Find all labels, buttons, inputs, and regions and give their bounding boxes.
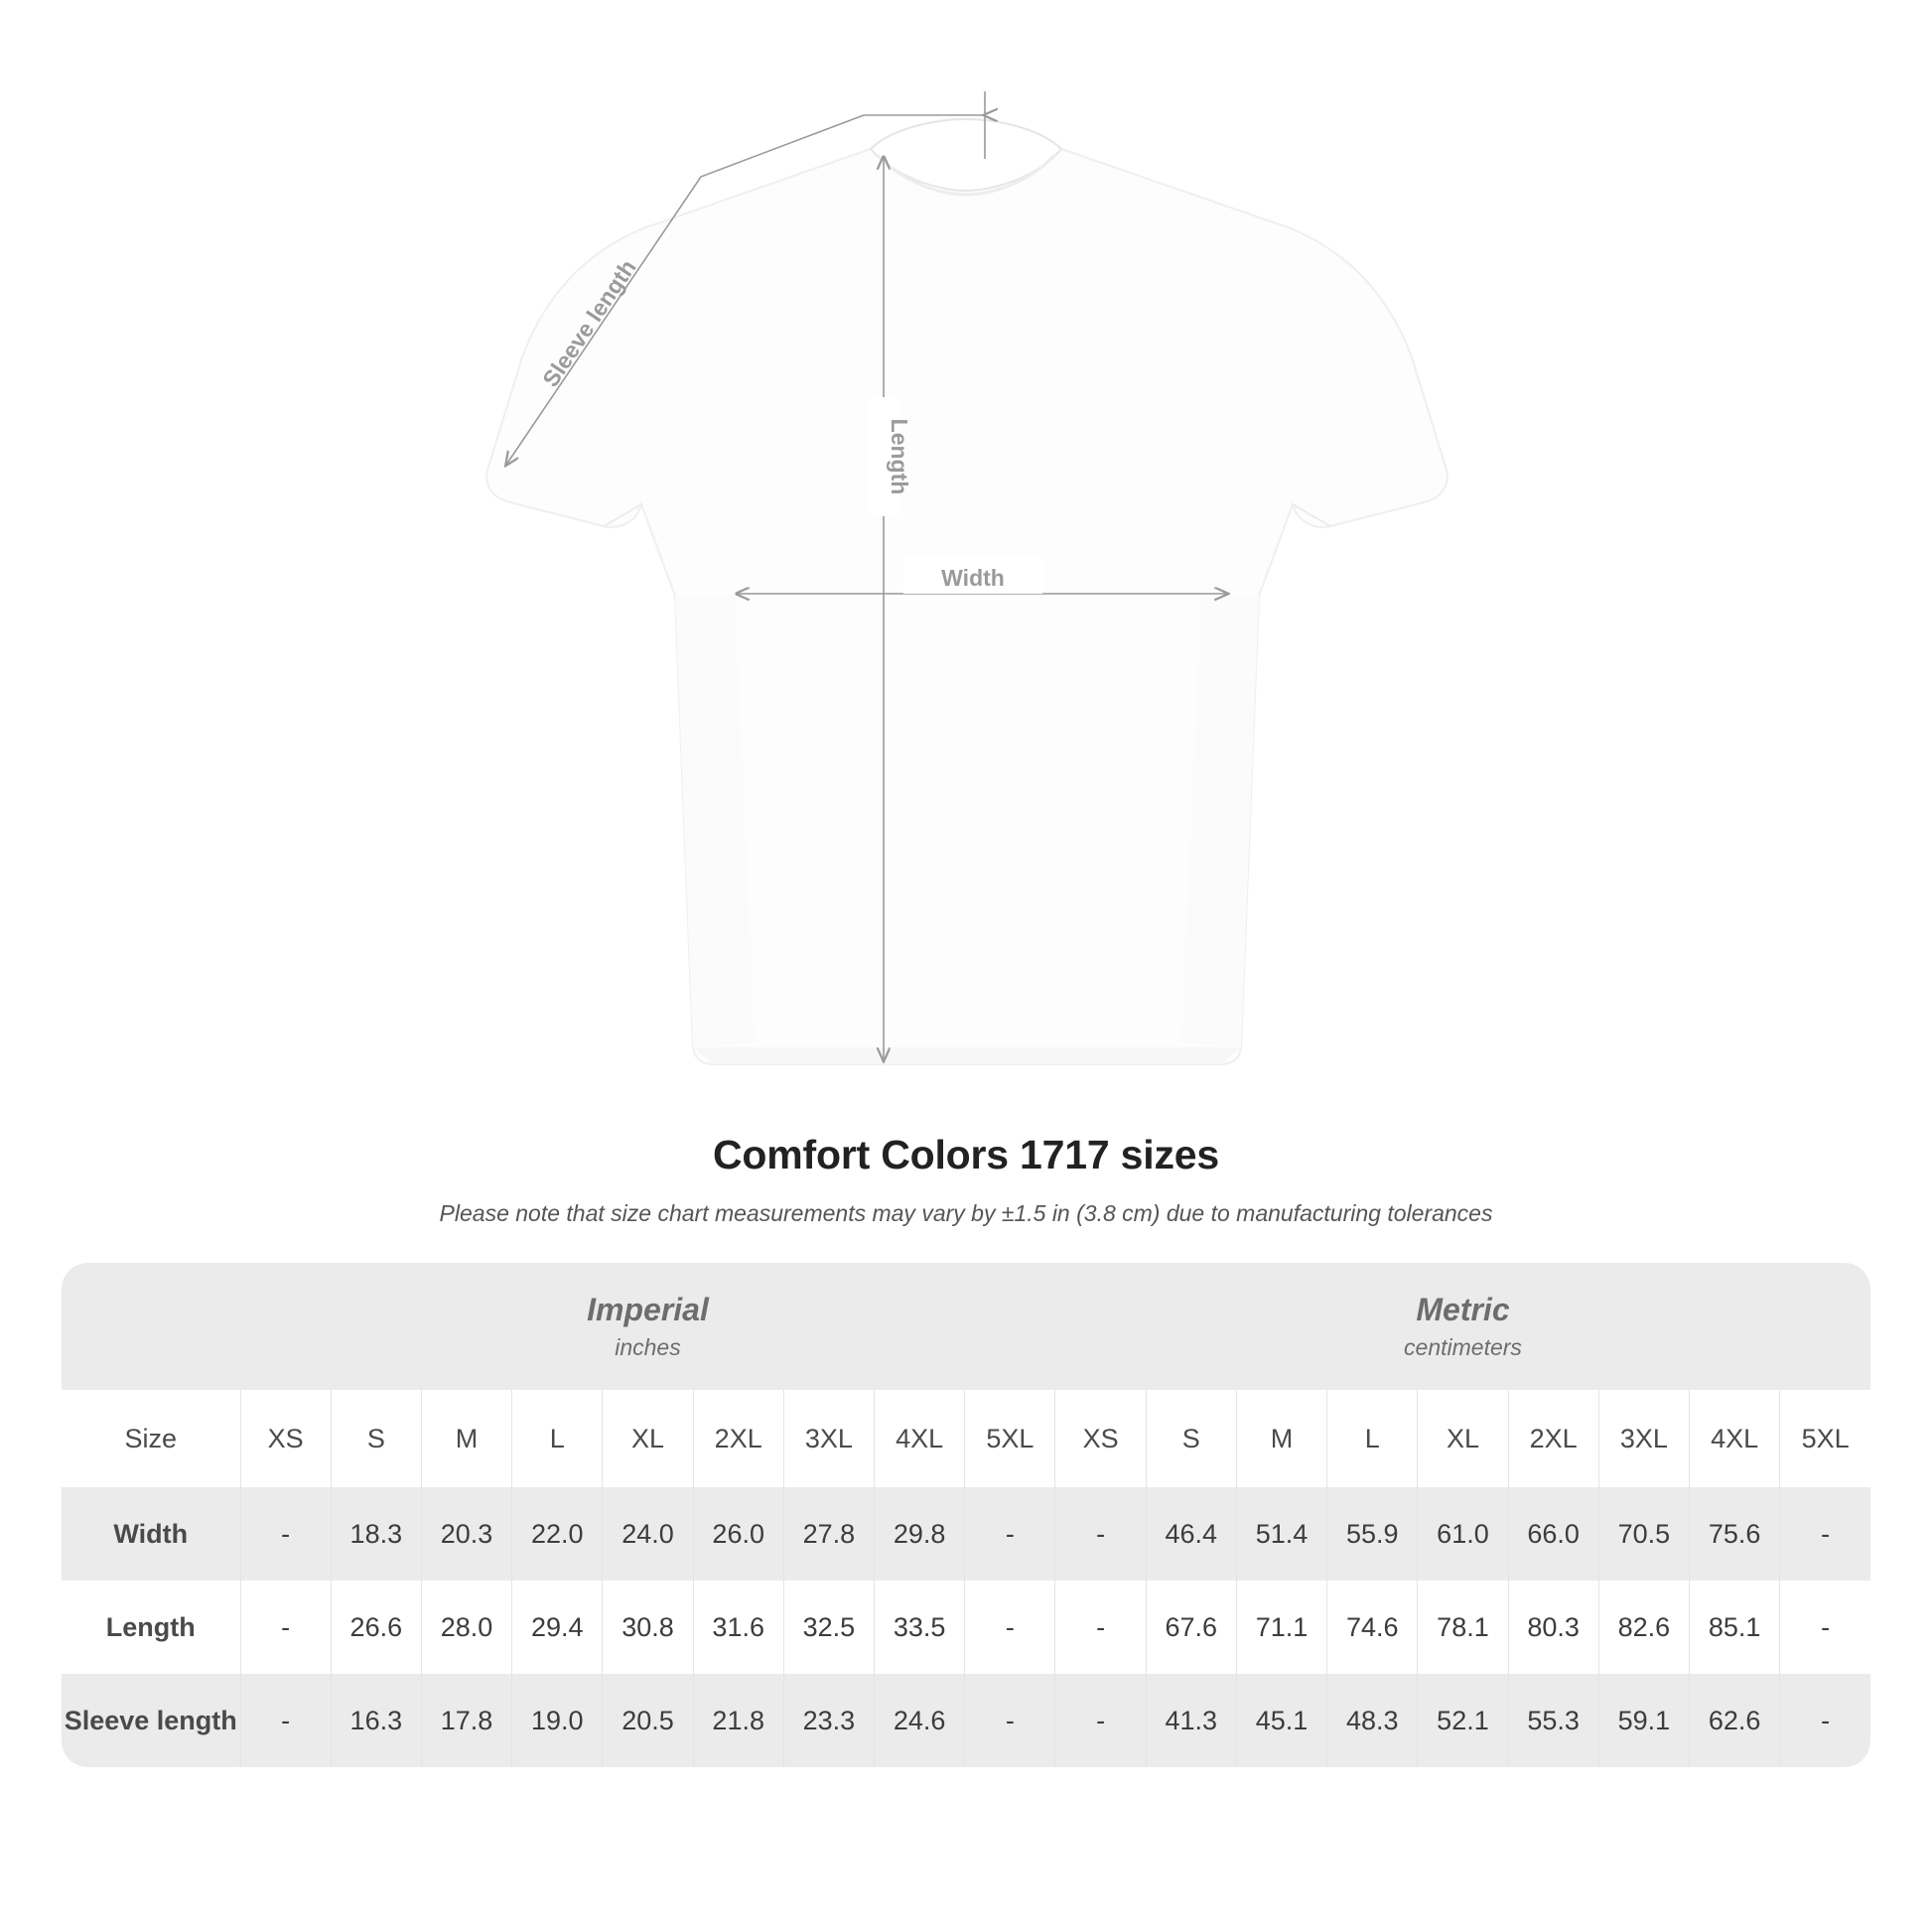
- cell: -: [1055, 1674, 1146, 1767]
- cell: 45.1: [1236, 1674, 1326, 1767]
- cell: 66.0: [1508, 1487, 1598, 1581]
- col-header: 5XL: [965, 1390, 1055, 1487]
- cell: 22.0: [512, 1487, 603, 1581]
- cell: 26.0: [693, 1487, 783, 1581]
- col-header: XL: [1418, 1390, 1508, 1487]
- col-header: 4XL: [1690, 1390, 1780, 1487]
- cell: 16.3: [331, 1674, 421, 1767]
- table-row: [62, 1487, 1870, 1581]
- cell: -: [965, 1581, 1055, 1674]
- cell: 21.8: [693, 1674, 783, 1767]
- cell: 26.6: [331, 1581, 421, 1674]
- cell: -: [1780, 1674, 1870, 1767]
- unit-metric-cell: [1055, 1263, 1870, 1390]
- cell: 30.8: [603, 1581, 693, 1674]
- unit-imperial-cell: [240, 1263, 1055, 1390]
- cell: 55.9: [1327, 1487, 1418, 1581]
- cell: 62.6: [1690, 1674, 1780, 1767]
- cell: -: [965, 1674, 1055, 1767]
- unit-spacer-cell: [62, 1263, 240, 1390]
- cell: 75.6: [1690, 1487, 1780, 1581]
- cell: 29.4: [512, 1581, 603, 1674]
- table-row: [62, 1581, 1870, 1674]
- cell: 28.0: [421, 1581, 511, 1674]
- chart-title: Comfort Colors 1717 sizes: [713, 1132, 1219, 1177]
- cell: 23.3: [783, 1674, 874, 1767]
- col-header: 4XL: [875, 1390, 965, 1487]
- table-row: [62, 1674, 1870, 1767]
- col-header: S: [331, 1390, 421, 1487]
- cell: 55.3: [1508, 1674, 1598, 1767]
- chart-note: Please note that size chart measurements may vary by ±1.5 in (3.8 cm) due to manufacturing tolerances: [439, 1200, 1493, 1226]
- cell: 24.0: [603, 1487, 693, 1581]
- cell: -: [240, 1487, 331, 1581]
- width-label: Width: [941, 565, 1005, 591]
- sleeve-length-label: Sleeve length: [537, 254, 641, 392]
- cell: 46.4: [1146, 1487, 1236, 1581]
- cell: 59.1: [1598, 1674, 1689, 1767]
- col-header: M: [421, 1390, 511, 1487]
- cell: 24.6: [875, 1674, 965, 1767]
- cell: 74.6: [1327, 1581, 1418, 1674]
- chart-heading: [0, 1132, 1932, 1227]
- cell: -: [1780, 1487, 1870, 1581]
- col-header: 3XL: [1598, 1390, 1689, 1487]
- cell: 32.5: [783, 1581, 874, 1674]
- cell: -: [1055, 1487, 1146, 1581]
- cell: -: [1055, 1581, 1146, 1674]
- col-header: S: [1146, 1390, 1236, 1487]
- cell: 20.3: [421, 1487, 511, 1581]
- cell: 29.8: [875, 1487, 965, 1581]
- cell: 70.5: [1598, 1487, 1689, 1581]
- size-table: [62, 1263, 1870, 1767]
- col-header: L: [512, 1390, 603, 1487]
- cell: 51.4: [1236, 1487, 1326, 1581]
- cell: 67.6: [1146, 1581, 1236, 1674]
- cell: -: [240, 1674, 331, 1767]
- cell: 78.1: [1418, 1581, 1508, 1674]
- cell: 85.1: [1690, 1581, 1780, 1674]
- cell: 52.1: [1418, 1674, 1508, 1767]
- col-header: XS: [240, 1390, 331, 1487]
- row-label-sleeve-length: Sleeve length: [62, 1674, 240, 1767]
- col-header: XL: [603, 1390, 693, 1487]
- col-header: M: [1236, 1390, 1326, 1487]
- cell: 33.5: [875, 1581, 965, 1674]
- cell: 20.5: [603, 1674, 693, 1767]
- cell: 48.3: [1327, 1674, 1418, 1767]
- cell: 61.0: [1418, 1487, 1508, 1581]
- row-label-width: Width: [62, 1487, 240, 1581]
- cell: 80.3: [1508, 1581, 1598, 1674]
- unit-banner-row: [62, 1263, 1870, 1390]
- col-header: XS: [1055, 1390, 1146, 1487]
- cell: 82.6: [1598, 1581, 1689, 1674]
- cell: -: [240, 1581, 331, 1674]
- cell: -: [965, 1487, 1055, 1581]
- size-table-wrapper: [62, 1263, 1870, 1767]
- col-header: L: [1327, 1390, 1418, 1487]
- cell: 18.3: [331, 1487, 421, 1581]
- size-header-label: Size: [62, 1390, 240, 1487]
- cell: 17.8: [421, 1674, 511, 1767]
- unit-imperial-sub: inches: [615, 1333, 681, 1360]
- row-label-length: Length: [62, 1581, 240, 1674]
- unit-imperial-name: Imperial: [587, 1292, 709, 1328]
- col-header: 3XL: [783, 1390, 874, 1487]
- col-header: 5XL: [1780, 1390, 1870, 1487]
- unit-metric-sub: centimeters: [1404, 1333, 1522, 1360]
- cell: 71.1: [1236, 1581, 1326, 1674]
- cell: 19.0: [512, 1674, 603, 1767]
- col-header: 2XL: [693, 1390, 783, 1487]
- cell: -: [1780, 1581, 1870, 1674]
- cell: 27.8: [783, 1487, 874, 1581]
- cell: 41.3: [1146, 1674, 1236, 1767]
- size-header-row: [62, 1390, 1870, 1487]
- col-header: 2XL: [1508, 1390, 1598, 1487]
- unit-metric-name: Metric: [1416, 1292, 1510, 1328]
- cell: 31.6: [693, 1581, 783, 1674]
- length-label: Length: [887, 418, 912, 495]
